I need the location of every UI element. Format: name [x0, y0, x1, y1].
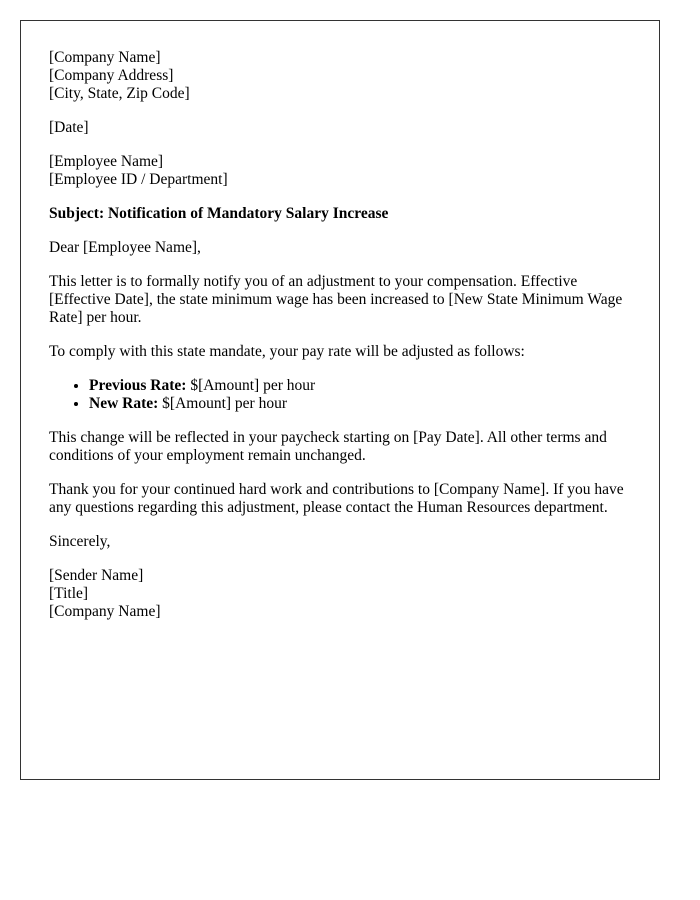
letter-page — [20, 20, 660, 780]
recipient-employee-name: [Employee Name] — [49, 153, 164, 170]
rate-value: $[Amount] per hour — [186, 377, 316, 394]
thanks-paragraph: Thank you for your continued hard work and contributions to [Company Name]. If you have any questions regarding this adjustment, please contact the Human Resources department. — [49, 481, 624, 516]
sender-company-address: [Company Address] — [49, 67, 174, 84]
comply-paragraph: To comply with this state mandate, your pay rate will be adjusted as follows: — [49, 343, 525, 360]
letter-date — [49, 119, 631, 137]
signature-title: [Title] — [49, 585, 89, 602]
signature-block — [49, 567, 631, 621]
rate-value: $[Amount] per hour — [158, 395, 288, 412]
sender-address-block — [49, 49, 631, 103]
sender-city-state-zip: [City, State, Zip Code] — [49, 85, 190, 102]
signature-company-name: [Company Name] — [49, 603, 161, 620]
sender-company-name: [Company Name] — [49, 49, 161, 66]
rate-label: Previous Rate: — [89, 377, 187, 394]
signature-sender-name: [Sender Name] — [49, 567, 144, 584]
recipient-employee-id-department: [Employee ID / Department] — [49, 171, 228, 188]
intro-paragraph: This letter is to formally notify you of an adjustment to your compensation. Effective [Effective Date], the state minimum wage has been increased to [New State Minimum Wage Rate] per hour. — [49, 273, 623, 326]
recipient-block — [49, 153, 631, 189]
subject-line: Subject: Notification of Mandatory Salary Increase — [49, 205, 389, 222]
change-paragraph: This change will be reflected in your paycheck starting on [Pay Date]. All other terms and conditions of your employment remain unchanged. — [49, 429, 607, 464]
rate-label: New Rate: — [89, 395, 159, 412]
date-text: [Date] — [49, 119, 89, 136]
closing: Sincerely, — [49, 533, 111, 550]
rate-list — [49, 377, 631, 413]
salutation: Dear [Employee Name], — [49, 239, 201, 256]
rate-item-previous — [89, 377, 631, 395]
rate-item-new — [89, 395, 631, 413]
